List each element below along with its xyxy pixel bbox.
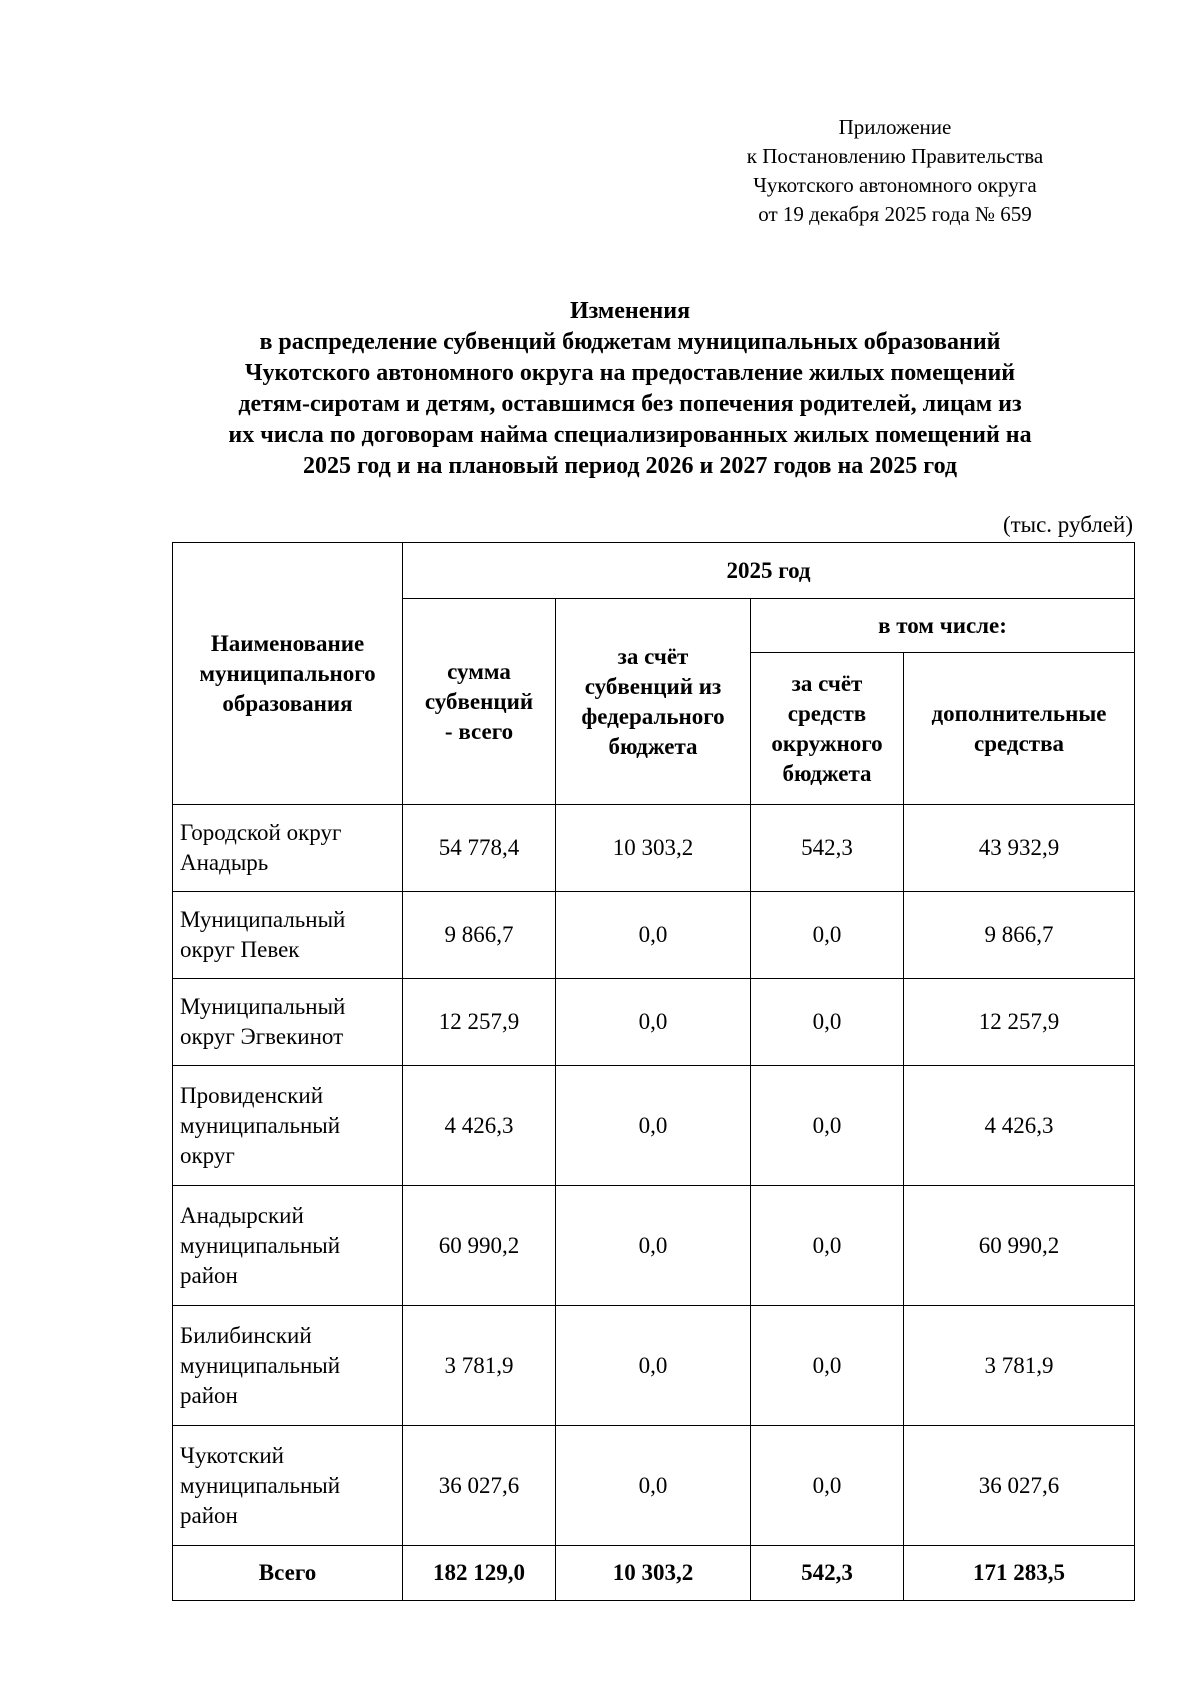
totals-row	[173, 1546, 1135, 1601]
cell-total: 182 129,0	[403, 1546, 556, 1601]
cell-additional: 12 257,9	[904, 979, 1135, 1066]
row-name: Муниципальный округ Певек	[173, 892, 403, 979]
header-total: сумма субвенций - всего	[403, 599, 556, 805]
cell-federal: 0,0	[556, 1066, 751, 1186]
cell-district: 0,0	[751, 1186, 904, 1306]
table-row	[173, 1186, 1135, 1306]
annex-line: Чукотского автономного округа	[753, 173, 1037, 197]
table-row	[173, 1426, 1135, 1546]
header-year: 2025 год	[403, 543, 1135, 599]
table-row	[173, 892, 1135, 979]
cell-total: 9 866,7	[403, 892, 556, 979]
cell-additional: 36 027,6	[904, 1426, 1135, 1546]
cell-additional: 4 426,3	[904, 1066, 1135, 1186]
title-line: Изменения	[569, 298, 691, 324]
annex-line: к Постановлению Правительства	[746, 144, 1044, 168]
cell-district: 0,0	[751, 892, 904, 979]
cell-federal: 0,0	[556, 892, 751, 979]
cell-federal: 10 303,2	[556, 805, 751, 892]
cell-total: 36 027,6	[403, 1426, 556, 1546]
cell-total: 60 990,2	[403, 1186, 556, 1306]
cell-district: 0,0	[751, 979, 904, 1066]
cell-federal: 0,0	[556, 1186, 751, 1306]
cell-federal: 0,0	[556, 1426, 751, 1546]
header-district: за счёт средств окружного бюджета	[751, 653, 904, 805]
cell-federal: 0,0	[556, 1306, 751, 1426]
cell-total: 3 781,9	[403, 1306, 556, 1426]
cell-additional: 9 866,7	[904, 892, 1135, 979]
title-line: в распределение субвенций бюджетам муниципальных образований	[259, 329, 1001, 355]
cell-federal: 0,0	[556, 979, 751, 1066]
header-including: в том числе:	[751, 599, 1135, 653]
header-federal: за счёт субвенций из федерального бюджета	[556, 599, 751, 805]
row-name: Билибинский муниципальный район	[173, 1306, 403, 1426]
totals-label: Всего	[173, 1546, 403, 1601]
cell-total: 54 778,4	[403, 805, 556, 892]
title-line: их числа по договорам найма специализированных жилых помещений на	[228, 422, 1032, 448]
title-line: детям-сиротам и детям, оставшимся без попечения родителей, лицам из	[238, 391, 1022, 417]
annex-header	[700, 113, 1090, 229]
units-note: (тыс. рублей)	[1002, 512, 1133, 537]
row-name: Муниципальный округ Эгвекинот	[173, 979, 403, 1066]
cell-district: 0,0	[751, 1426, 904, 1546]
header-name: Наименование муниципального образования	[173, 543, 403, 805]
cell-additional: 60 990,2	[904, 1186, 1135, 1306]
cell-total: 12 257,9	[403, 979, 556, 1066]
cell-additional: 43 932,9	[904, 805, 1135, 892]
row-name: Провиденский муниципальный округ	[173, 1066, 403, 1186]
annex-line: от 19 декабря 2025 года № 659	[758, 202, 1032, 226]
table-row	[173, 1066, 1135, 1186]
subvention-table	[172, 542, 1135, 1601]
cell-total: 4 426,3	[403, 1066, 556, 1186]
cell-district: 542,3	[751, 1546, 904, 1601]
document-title	[120, 296, 1140, 482]
title-line: Чукотского автономного округа на предоставление жилых помещений	[244, 360, 1016, 386]
cell-district: 542,3	[751, 805, 904, 892]
cell-federal: 10 303,2	[556, 1546, 751, 1601]
table-row	[173, 805, 1135, 892]
cell-additional: 3 781,9	[904, 1306, 1135, 1426]
row-name: Чукотский муниципальный район	[173, 1426, 403, 1546]
row-name: Анадырский муниципальный район	[173, 1186, 403, 1306]
table-row	[173, 979, 1135, 1066]
title-line: 2025 год и на плановый период 2026 и 2027 годов на 2025 год	[302, 453, 958, 479]
row-name: Городской округ Анадырь	[173, 805, 403, 892]
table-row	[173, 1306, 1135, 1426]
cell-district: 0,0	[751, 1306, 904, 1426]
cell-district: 0,0	[751, 1066, 904, 1186]
annex-line: Приложение	[838, 115, 952, 139]
cell-additional: 171 283,5	[904, 1546, 1135, 1601]
header-additional: дополнительные средства	[904, 653, 1135, 805]
